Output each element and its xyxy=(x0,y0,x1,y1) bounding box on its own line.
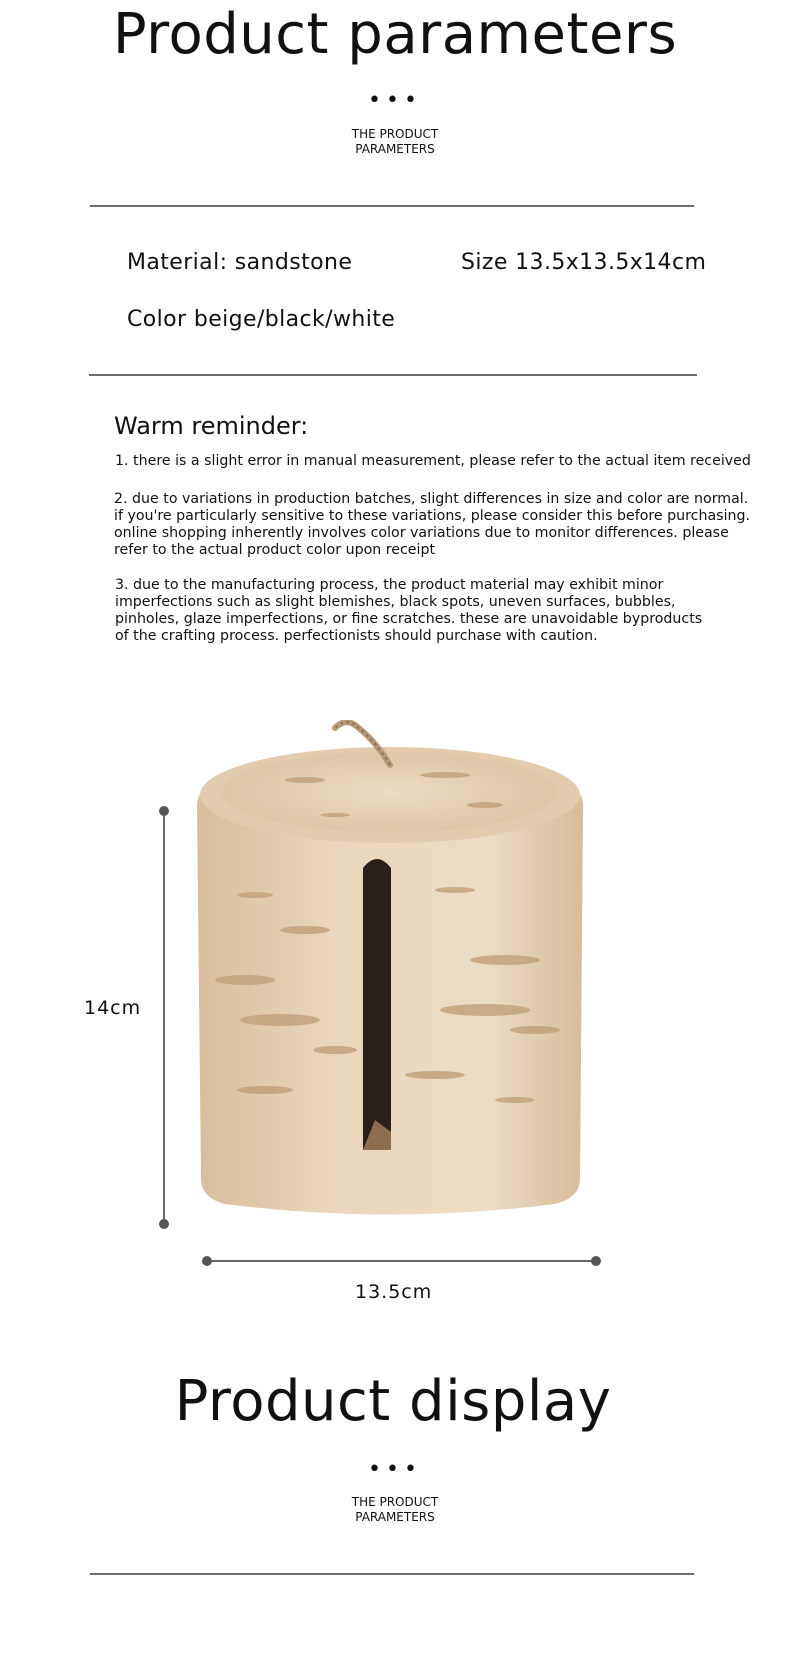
reminder-item: 1. there is a slight error in manual measurement, please refer to the actual item received xyxy=(115,453,751,469)
divider xyxy=(90,205,694,207)
section-title: Product parameters xyxy=(112,2,678,67)
material-param: Material: sandstone xyxy=(127,250,353,275)
color-param: Color beige/black/white xyxy=(127,307,396,332)
decorative-dots: ••• xyxy=(368,1457,422,1482)
dimension-endpoint xyxy=(159,806,169,816)
reminder-item: 2. due to variations in production batches, slight differences in size and color are normal. if you're particularly sensitive to these variations, please consider this before purchasing. online shopping inherently involves color variations due to monitor differences. please refer to the actual product color upon receipt xyxy=(114,491,751,558)
subtitle-line: THE PRODUCT xyxy=(351,127,439,141)
reminder-item: 3. due to the manufacturing process, the product material may exhibit minor imperfections such as slight blemishes, black spots, uneven surfaces, bubbles, pinholes, glaze imperfections, or fine scratches. these are unavoidable byproducts of the crafting process. perfectionists should purchase with caution. xyxy=(115,577,703,644)
divider xyxy=(89,374,697,376)
subtitle-line: PARAMETERS xyxy=(355,142,435,156)
tissue-slot xyxy=(363,859,391,1150)
divider xyxy=(90,1573,694,1575)
dimension-endpoint xyxy=(591,1256,601,1266)
dimension-endpoint xyxy=(159,1219,169,1229)
width-label: 13.5cm xyxy=(355,1281,433,1303)
section-title: Product display xyxy=(174,1369,612,1434)
height-label: 14cm xyxy=(84,997,142,1019)
subtitle-line: THE PRODUCT xyxy=(351,1495,439,1509)
width-dimension-line xyxy=(206,1260,596,1262)
height-dimension-line xyxy=(163,810,165,1225)
size-param: Size 13.5x13.5x14cm xyxy=(461,250,707,275)
decorative-dots: ••• xyxy=(368,88,422,113)
tissue-holder-illustration xyxy=(185,720,605,1230)
dimension-endpoint xyxy=(202,1256,212,1266)
subtitle-line: PARAMETERS xyxy=(355,1510,435,1524)
section-subtitle xyxy=(0,127,790,157)
reminder-title: Warm reminder: xyxy=(114,412,309,440)
section-subtitle xyxy=(0,1495,790,1525)
